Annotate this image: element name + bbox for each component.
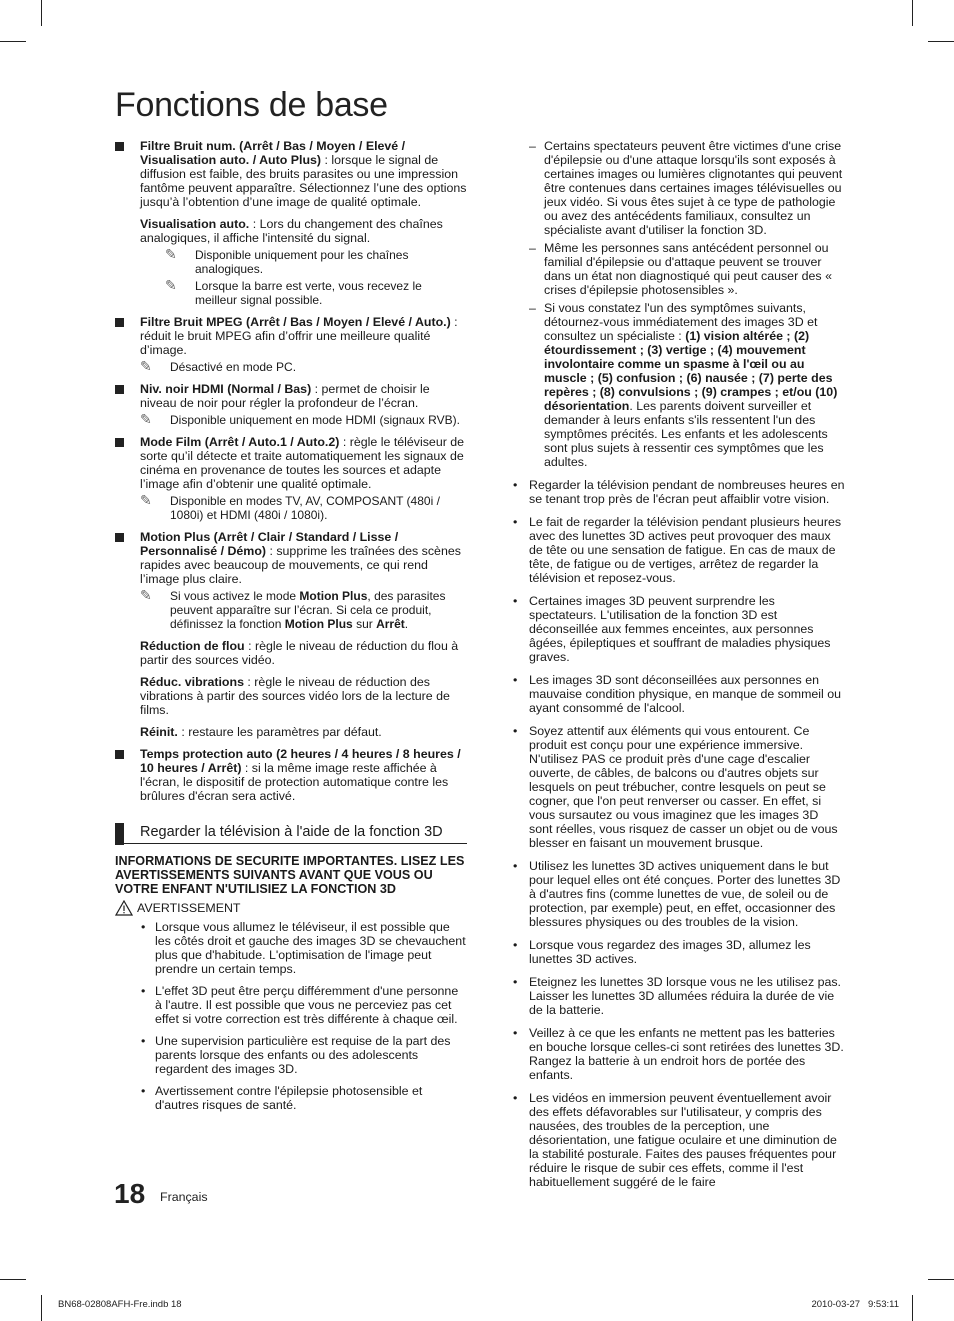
menu-item-mode-film: Mode Film (Arrêt / Auto.1 / Auto.2) : règle le téléviseur de sorte qu’il détecte et traite automatiquement les signaux de cinéma en provenance de toutes les sources et adapte l’image afin d’obtenir une qualité optimale. ✎ Disponible en modes TV, AV, COMPOSANT (480i / 1080i) et HDMI (480i / 1080i). <box>115 435 467 522</box>
pencil-icon: ✎ <box>140 492 152 508</box>
list-item: • Lorsque vous regardez des images 3D, allumez les lunettes 3D actives. <box>513 938 845 966</box>
pencil-icon: ✎ <box>140 358 152 374</box>
pencil-icon: ✎ <box>165 246 177 262</box>
list-item: • Le fait de regarder la télévision pendant plusieurs heures avec des lunettes 3D actives peut provoquer des maux de tête ou une sensation de fatigue. En cas de maux de tête, de fatigue ou de vertiges, arrêtez de regarder la télévision et reposez-vous. <box>513 515 845 585</box>
crop-mark-br-h <box>928 1279 954 1280</box>
crop-mark-tl-v <box>41 0 42 26</box>
left-column <box>115 139 467 1120</box>
note: ✎ Désactivé en mode PC. <box>140 358 297 374</box>
note: ✎ Disponible en modes TV, AV, COMPOSANT (480i / 1080i) et HDMI (480i / 1080i). <box>140 492 440 522</box>
list-item: • Eteignez les lunettes 3D lorsque vous ne les utilisez pas. Laisser les lunettes 3D allumées réduira la durée de vie de la batterie. <box>513 975 845 1017</box>
page-language: Français <box>160 1190 208 1204</box>
sub-reinit: Réinit. : restaure les paramètres par défaut. <box>140 725 382 739</box>
note: ✎ Si vous activez le mode Motion Plus, des parasites peuvent apparaître sur l’écran. Si cela ce produit, définissez la fonction Motion Plus sur Arrêt. <box>140 587 446 631</box>
footer-timestamp: 2010-03-27 9:53:11 <box>811 1299 899 1310</box>
section-heading: Regarder la télévision à l'aide de la fonction 3D <box>115 823 467 844</box>
crop-mark-tr-h <box>928 41 954 42</box>
list-item: • L'effet 3D peut être perçu différemment d'une personne à l'autre. Il est possible que vous ne perceviez pas cet effet si votre correction est très différente à chaque œil. <box>115 984 467 1026</box>
note: ✎ Disponible uniquement en mode HDMI (signaux RVB). <box>140 411 460 427</box>
warning-label: AVERTISSEMENT <box>115 900 467 916</box>
pencil-icon: ✎ <box>165 277 177 293</box>
safety-heading: INFORMATIONS DE SECURITE IMPORTANTES. LISEZ LES AVERTISSEMENTS SUIVANTS AVANT QUE VOUS OU VOTRE ENFANT N'UTILISIEZ LA FONCTION 3D <box>115 854 465 896</box>
list-item: – Même les personnes sans antécédent personnel ou familial d'épilepsie ou d'attaque peuvent se trouver dans un état non diagnostiqué qui peut causer des « crises d'épilepsie photosensibles ». <box>513 241 845 297</box>
menu-item-motion-plus: Motion Plus (Arrêt / Clair / Standard / Lisse / Personnalisé / Démo) : supprime les traînées des scènes rapides avec beaucoup de mouvements, ce qui rend l’image plus claire. ✎ Si vous activez le mode Motion Plus, des parasites peuvent apparaître sur l’écran. Si cela ce produit, définissez la fonction Motion Plus sur Arrêt. <box>115 530 467 631</box>
right-column <box>513 139 845 1198</box>
page-title: Fonctions de base <box>115 86 388 124</box>
list-item: • Lorsque vous allumez le téléviseur, il est possible que les côtés droit et gauche des images 3D se chevauchent plus que d'habitude. L'optimisation de l'image peut prendre un certain temps. <box>115 920 467 976</box>
list-item: – Si vous constatez l'un des symptômes suivants, détournez-vous immédiatement des images 3D et consultez un spécialiste : (1) vision altérée ; (2) étourdissement ; (3) vertige ; (4) mouvement involontaire comme un spasme à l'œil ou au muscle ; (5) confusion ; (6) nausée ; (7) perte des repères ; (8) convulsions ; (9) crampes ; et/ou (10) désorientation. Les parents doivent surveiller et demander à leurs enfants s'ils ressentent l'un des symptômes précités. Les enfants et les adolescents sont plus sujets à ressentir ces symptômes que les adultes. <box>513 301 845 469</box>
list-item: • Veillez à ce que les enfants ne mettent pas les batteries en bouche lorsque celles-ci sont retirées des lunettes 3D. Rangez la batterie à un endroit hors de portée des enfants. <box>513 1026 845 1082</box>
list-item: • Une supervision particulière est requise de la part des parents lorsque des enfants ou des adolescents regardent des images 3D. <box>115 1034 467 1076</box>
note: ✎ Disponible uniquement pour les chaînes analogiques. <box>165 246 409 276</box>
pencil-icon: ✎ <box>140 587 152 603</box>
list-item: • Soyez attentif aux éléments qui vous entourent. Ce produit est conçu pour une expérience immersive. N'utilisez PAS ce produit près d'une cage d'escalier ouverte, de câbles, de balcons ou d'autres objets sur lesquels on peut trébucher, contre lesquels on peut se cogner, que l'on peut renverser ou casser. En effet, si vous sursautez ou vous imaginez que les images 3D sont réelles, vous risquez de casser un objet ou de vous blesser en faisant un mouvement brusque. <box>513 724 845 850</box>
menu-item-filtre-bruit: Filtre Bruit num. (Arrêt / Bas / Moyen / Elevé / Visualisation auto. / Auto Plus) : lorsque le signal de diffusion est faible, des bruits parasites ou une impression fantôme peuvent apparaître. Sélectionnez l’une des options jusqu’à l’obtention d’une image de qualité optimale. <box>115 139 467 209</box>
crop-mark-bl-h <box>0 1279 26 1280</box>
menu-item-temps-protection: Temps protection auto (2 heures / 4 heures / 8 heures / 10 heures / Arrêt) : si la même image reste affichée à l'écran, le dispositif de protection automatique contre les brûlures d'écran sera activé. <box>115 747 467 803</box>
crop-mark-bl-v <box>41 1295 42 1321</box>
menu-item-filtre-mpeg: Filtre Bruit MPEG (Arrêt / Bas / Moyen / Elevé / Auto.) : réduit le bruit MPEG afin d’offrir une meilleure qualité d’image. ✎ Désactivé en mode PC. <box>115 315 467 374</box>
pencil-icon: ✎ <box>140 411 152 427</box>
footer-file-info: BN68-02808AFH-Fre.indb 18 <box>58 1299 182 1310</box>
crop-mark-br-v <box>912 1295 913 1321</box>
crop-mark-tr-v <box>912 0 913 26</box>
warning-triangle-icon <box>115 900 133 916</box>
sub-reduction-flou: Réduction de flou : règle le niveau de réduction du flou à partir des sources vidéo. <box>140 639 459 667</box>
list-item: • Certaines images 3D peuvent surprendre les spectateurs. L'utilisation de la fonction 3D est déconseillée aux femmes enceintes, aux personnes âgées, épileptiques et souffrant de maladies physiques graves. <box>513 594 845 664</box>
list-item: – Certains spectateurs peuvent être victimes d'une crise d'épilepsie ou d'une attaque lorsqu'ils sont exposés à certaines images ou lumières clignotantes qui peuvent être contenues dans certaines images télévisuelles ou jeux vidéo. Si vous êtes sujet à ce type de pathologie ou avez des antécédents familiaux, consultez un spécialiste avant d'utiliser la fonction 3D. <box>513 139 845 237</box>
sub-reduc-vibrations: Réduc. vibrations : règle le niveau de réduction des vibrations à partir des sources vidéo lors de la lecture de films. <box>140 675 450 717</box>
menu-item-niv-noir-hdmi: Niv. noir HDMI (Normal / Bas) : permet de choisir le niveau de noir pour régler la profondeur de l’écran. ✎ Disponible uniquement en mode HDMI (signaux RVB). <box>115 382 467 427</box>
sub-visualisation-auto: Visualisation auto. : Lors du changement des chaînes analogiques, il affiche l'intensité du signal. ✎ Disponible uniquement pour les chaînes analogiques. ✎ Lorsque la barre est verte, vous recevez le meilleur signal possible. <box>115 217 467 307</box>
list-item: • Avertissement contre l'épilepsie photosensible et d'autres risques de santé. <box>115 1084 467 1112</box>
list-item: • Utilisez les lunettes 3D actives uniquement dans le but pour lequel elles ont été conçues. Porter des lunettes 3D à d'autres fins (comme lunettes de vue, de soleil ou de protection, par exemple) peut, en effet, occasionner des blessures physiques ou des troubles de la vision. <box>513 859 845 929</box>
list-item: • Les images 3D sont déconseillées aux personnes en mauvaise condition physique, en manque de sommeil ou ayant consommé de l'alcool. <box>513 673 845 715</box>
note: ✎ Lorsque la barre est verte, vous recevez le meilleur signal possible. <box>165 277 422 307</box>
page-number: 18 <box>114 1178 146 1209</box>
crop-mark-tl-h <box>0 41 26 42</box>
list-item: • Les vidéos en immersion peuvent éventuellement avoir des effets défavorables sur l'utilisateur, y compris des nausées, des troubles de la perception, une désorientation, une fatigue oculaire et une diminution de la stabilité posturale. Faites des pauses fréquentes pour réduire le risque de subir ces effets, comme il l'est habituellement suggéré de le faire <box>513 1091 845 1189</box>
list-item: • Regarder la télévision pendant de nombreuses heures en se tenant trop près de l'écran peut affaiblir votre vision. <box>513 478 845 506</box>
